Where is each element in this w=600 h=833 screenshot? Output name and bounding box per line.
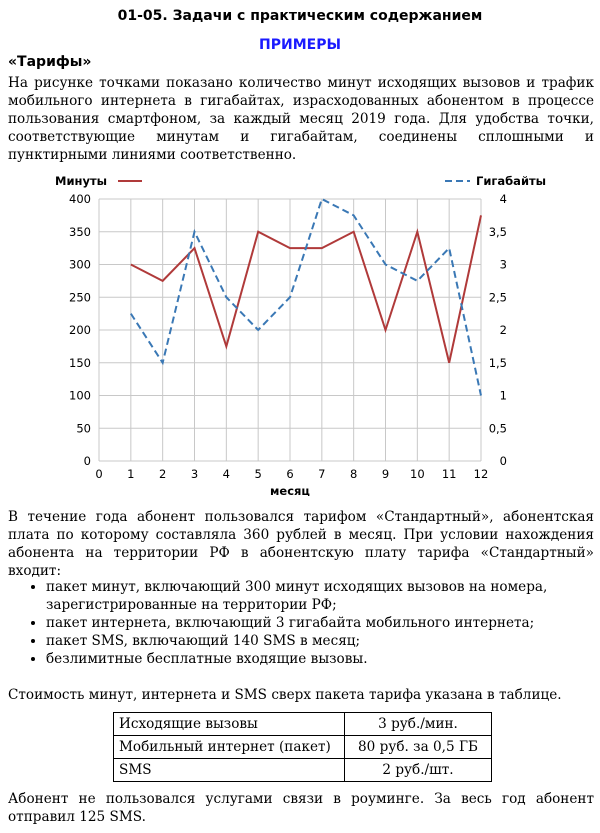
y-right-tick-label: 0,5 <box>488 421 507 436</box>
y-left-tick-label: 400 <box>69 192 91 206</box>
table-cell-service: Исходящие вызовы <box>114 713 345 736</box>
x-tick-label: 3 <box>190 467 199 481</box>
y-right-tick-label: 3 <box>499 257 507 272</box>
y-left-tick-label: 0 <box>83 454 91 468</box>
tariff-description: В течение года абонент пользовался тарифом «Стандартный», абонентская плата по которому составляла 360 рублей в месяц. При условии нахождения абонента на территории РФ в абонентскую плату тарифа «Стандартный» входит: <box>8 509 594 579</box>
outro-paragraph: Абонент не пользовался услугами связи в роуминге. За весь год абонент отправил 125 SMS. <box>8 791 594 825</box>
list-item: • пакет SMS, включающий 140 SMS в месяц; <box>46 632 600 650</box>
table-cell-service: SMS <box>114 759 345 782</box>
intro-paragraph: На рисунке точками показано количество минут исходящих вызовов и трафик мобильного интернета в гигабайтах, израсходованных абонентом в процессе пользования смартфоном, за каждый месяц 2019 года. Для удобства точки, соответствующие минутам и гигабайтам, соединены сплошными и пунктирными линиями соответственно. <box>8 75 594 163</box>
table-row <box>114 736 492 759</box>
y-left-tick-label: 350 <box>69 224 91 239</box>
included-list <box>30 578 600 668</box>
x-tick-label: 0 <box>95 467 103 481</box>
legend-minutes-label: Минуты <box>55 174 108 188</box>
y-right-tick-label: 0 <box>499 454 507 468</box>
y-left-tick-label: 100 <box>69 388 91 403</box>
list-item: • безлимитные бесплатные входящие вызовы. <box>46 650 600 668</box>
x-tick-label: 1 <box>127 467 135 481</box>
table-intro: Стоимость минут, интернета и SMS сверх пакета тарифа указана в таблице. <box>8 687 562 703</box>
y-left-tick-label: 150 <box>69 355 91 370</box>
minutes-line <box>131 215 481 362</box>
x-tick-label: 2 <box>159 467 167 481</box>
examples-heading: ПРИМЕРЫ <box>259 37 341 53</box>
x-axis-label: месяц <box>270 484 310 496</box>
y-right-tick-label: 2 <box>499 323 507 337</box>
x-tick-label: 8 <box>350 467 358 481</box>
chart-ticks <box>69 192 507 496</box>
x-tick-label: 4 <box>222 467 230 481</box>
y-right-tick-label: 2,5 <box>488 290 507 305</box>
chart-grid <box>99 199 481 461</box>
list-item: • пакет минут, включающий 300 минут исходящих вызовов на номера, зарегистрированные на территории РФ; <box>46 578 600 614</box>
usage-chart <box>0 170 600 496</box>
y-right-tick-label: 3,5 <box>488 224 507 239</box>
x-tick-label: 12 <box>473 467 489 481</box>
table-cell-price: 2 руб./шт. <box>345 759 492 782</box>
legend-gigabytes-label: Гигабайты <box>476 174 547 188</box>
table-cell-price: 3 руб./мин. <box>345 713 492 736</box>
y-left-tick-label: 300 <box>69 257 91 272</box>
y-right-tick-label: 1 <box>499 388 507 403</box>
page-title: 01-05. Задачи с практическим содержанием <box>117 8 483 24</box>
y-right-tick-label: 1,5 <box>488 355 507 370</box>
y-right-tick-label: 4 <box>499 192 507 206</box>
table-cell-price: 80 руб. за 0,5 ГБ <box>345 736 492 759</box>
x-tick-label: 10 <box>410 467 425 481</box>
table-row <box>114 713 492 736</box>
table-cell-service: Мобильный интернет (пакет) <box>114 736 345 759</box>
x-tick-label: 9 <box>381 467 390 481</box>
y-left-tick-label: 50 <box>76 421 91 436</box>
table-row <box>114 759 492 782</box>
list-item: • пакет интернета, включающий 3 гигабайта мобильного интернета; <box>46 614 600 632</box>
y-left-tick-label: 200 <box>69 323 91 337</box>
x-tick-label: 5 <box>254 467 262 481</box>
section-title: «Тарифы» <box>8 54 92 70</box>
x-tick-label: 11 <box>441 467 457 481</box>
chart-legend <box>55 174 546 188</box>
x-tick-label: 6 <box>286 467 294 481</box>
y-left-tick-label: 250 <box>69 290 91 305</box>
tariff-table <box>113 712 492 782</box>
x-tick-label: 7 <box>318 467 326 481</box>
